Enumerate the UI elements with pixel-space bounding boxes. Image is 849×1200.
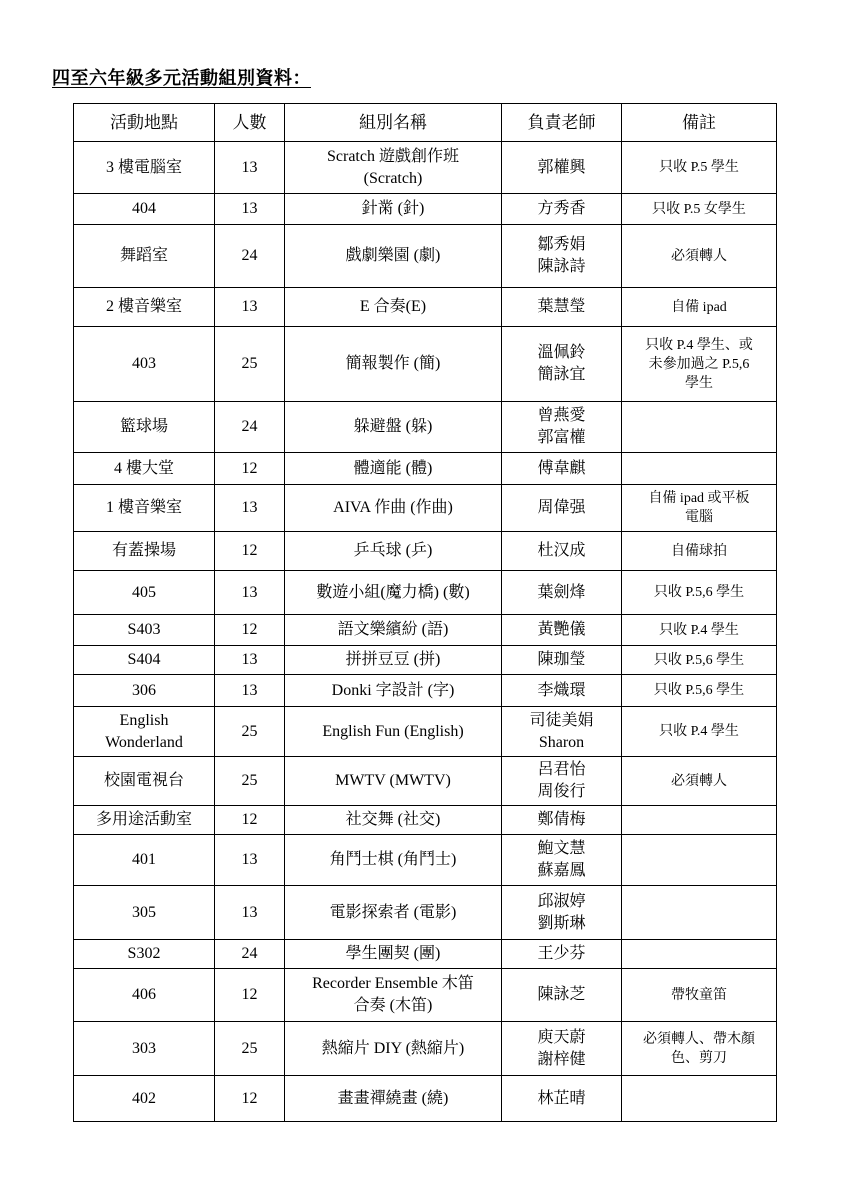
cell-note — [622, 1076, 777, 1122]
cell-note: 只收 P.5 學生 — [622, 142, 777, 194]
table-row — [74, 615, 777, 646]
cell-note: 只收 P.5,6 學生 — [622, 646, 777, 675]
table-row — [74, 835, 777, 886]
cell-count: 25 — [215, 757, 285, 806]
cell-count: 12 — [215, 806, 285, 835]
cell-venue: 4 樓大堂 — [74, 453, 215, 485]
table-row — [74, 940, 777, 969]
page-title: 四至六年級多元活動組別資料： — [52, 68, 311, 89]
table-row — [74, 675, 777, 707]
cell-count: 24 — [215, 402, 285, 453]
cell-note — [622, 940, 777, 969]
table-row — [74, 646, 777, 675]
cell-group: Recorder Ensemble 木笛 合奏 (木笛) — [285, 969, 502, 1022]
cell-group: 語文樂繽紛 (語) — [285, 615, 502, 646]
cell-count: 12 — [215, 615, 285, 646]
cell-note: 帶牧童笛 — [622, 969, 777, 1022]
cell-group: 簡報製作 (簡) — [285, 327, 502, 402]
table-row — [74, 402, 777, 453]
cell-teacher: 林芷晴 — [502, 1076, 622, 1122]
cell-teacher: 鮑文慧 蘇嘉鳳 — [502, 835, 622, 886]
cell-count: 13 — [215, 142, 285, 194]
cell-venue: S404 — [74, 646, 215, 675]
cell-venue: 2 樓音樂室 — [74, 288, 215, 327]
cell-note: 必須轉人 — [622, 757, 777, 806]
cell-group: 畫畫禪繞畫 (繞) — [285, 1076, 502, 1122]
table-row — [74, 532, 777, 571]
cell-venue: 405 — [74, 571, 215, 615]
cell-venue: 306 — [74, 675, 215, 707]
table-row — [74, 571, 777, 615]
cell-venue: 舞蹈室 — [74, 225, 215, 288]
cell-count: 24 — [215, 940, 285, 969]
cell-group: 躲避盤 (躲) — [285, 402, 502, 453]
cell-count: 13 — [215, 288, 285, 327]
cell-venue: S403 — [74, 615, 215, 646]
cell-group: 熱縮片 DIY (熱縮片) — [285, 1022, 502, 1076]
cell-teacher: 王少芬 — [502, 940, 622, 969]
cell-count: 13 — [215, 646, 285, 675]
cell-teacher: 李熾環 — [502, 675, 622, 707]
cell-teacher: 鄭倩梅 — [502, 806, 622, 835]
table-row — [74, 225, 777, 288]
cell-note — [622, 835, 777, 886]
cell-venue: S302 — [74, 940, 215, 969]
cell-group: 數遊小組(魔力橋) (數) — [285, 571, 502, 615]
cell-count: 13 — [215, 835, 285, 886]
cell-group: 社交舞 (社交) — [285, 806, 502, 835]
cell-count: 12 — [215, 969, 285, 1022]
table-body — [74, 142, 777, 1122]
cell-note: 只收 P.4 學生、或 未參加過之 P.5,6 學生 — [622, 327, 777, 402]
cell-note: 自備 ipad 或平板 電腦 — [622, 485, 777, 532]
cell-group: 電影探索者 (電影) — [285, 886, 502, 940]
cell-venue: 籃球場 — [74, 402, 215, 453]
cell-note — [622, 886, 777, 940]
table-row — [74, 142, 777, 194]
cell-venue: 校園電視台 — [74, 757, 215, 806]
cell-group: AIVA 作曲 (作曲) — [285, 485, 502, 532]
cell-note — [622, 453, 777, 485]
table-row — [74, 1076, 777, 1122]
cell-teacher: 周偉强 — [502, 485, 622, 532]
header-note: 備註 — [622, 104, 777, 142]
cell-group: 戲劇樂園 (劇) — [285, 225, 502, 288]
cell-note: 自備球拍 — [622, 532, 777, 571]
cell-count: 12 — [215, 1076, 285, 1122]
cell-teacher: 葉慧瑩 — [502, 288, 622, 327]
cell-teacher: 傅韋麒 — [502, 453, 622, 485]
cell-count: 13 — [215, 485, 285, 532]
cell-group: MWTV (MWTV) — [285, 757, 502, 806]
cell-count: 13 — [215, 886, 285, 940]
cell-group: Donki 字設計 (字) — [285, 675, 502, 707]
cell-group: E 合奏(E) — [285, 288, 502, 327]
cell-group: 角鬥士棋 (角鬥士) — [285, 835, 502, 886]
cell-teacher: 鄒秀娟 陳詠詩 — [502, 225, 622, 288]
cell-note: 只收 P.4 學生 — [622, 615, 777, 646]
cell-teacher: 庾天蔚 謝梓健 — [502, 1022, 622, 1076]
cell-venue: 404 — [74, 194, 215, 225]
cell-teacher: 陳詠芝 — [502, 969, 622, 1022]
cell-venue: 402 — [74, 1076, 215, 1122]
cell-count: 13 — [215, 571, 285, 615]
table-row — [74, 969, 777, 1022]
table-row — [74, 453, 777, 485]
cell-group: 學生團契 (團) — [285, 940, 502, 969]
header-count: 人數 — [215, 104, 285, 142]
cell-teacher: 司徒美娟 Sharon — [502, 707, 622, 757]
cell-note: 必須轉人、帶木顏 色、剪刀 — [622, 1022, 777, 1076]
table-row — [74, 806, 777, 835]
cell-group: Scratch 遊戲創作班 (Scratch) — [285, 142, 502, 194]
cell-note — [622, 806, 777, 835]
header-venue: 活動地點 — [74, 104, 215, 142]
cell-venue: 多用途活動室 — [74, 806, 215, 835]
cell-note: 自備 ipad — [622, 288, 777, 327]
cell-teacher: 曾燕愛 郭富權 — [502, 402, 622, 453]
cell-venue: 1 樓音樂室 — [74, 485, 215, 532]
cell-group: 針黹 (針) — [285, 194, 502, 225]
cell-count: 25 — [215, 327, 285, 402]
cell-venue: English Wonderland — [74, 707, 215, 757]
cell-venue: 403 — [74, 327, 215, 402]
cell-note: 只收 P.5,6 學生 — [622, 675, 777, 707]
cell-count: 25 — [215, 1022, 285, 1076]
cell-group: English Fun (English) — [285, 707, 502, 757]
header-teacher: 負責老師 — [502, 104, 622, 142]
cell-teacher: 陳珈瑩 — [502, 646, 622, 675]
cell-teacher: 方秀香 — [502, 194, 622, 225]
cell-teacher: 杜汉成 — [502, 532, 622, 571]
table-row — [74, 485, 777, 532]
cell-count: 12 — [215, 453, 285, 485]
cell-teacher: 溫佩鈴 簡詠宜 — [502, 327, 622, 402]
cell-venue: 406 — [74, 969, 215, 1022]
cell-count: 13 — [215, 675, 285, 707]
cell-count: 25 — [215, 707, 285, 757]
table-row — [74, 707, 777, 757]
cell-count: 13 — [215, 194, 285, 225]
cell-venue: 303 — [74, 1022, 215, 1076]
table-row — [74, 1022, 777, 1076]
cell-venue: 3 樓電腦室 — [74, 142, 215, 194]
table-row — [74, 757, 777, 806]
table-row — [74, 288, 777, 327]
cell-teacher: 邱淑婷 劉斯琳 — [502, 886, 622, 940]
table-header-row — [74, 104, 777, 142]
cell-teacher: 黃艷儀 — [502, 615, 622, 646]
cell-count: 24 — [215, 225, 285, 288]
cell-teacher: 呂君怡 周俊行 — [502, 757, 622, 806]
cell-note: 必須轉人 — [622, 225, 777, 288]
cell-note — [622, 402, 777, 453]
header-group: 組別名稱 — [285, 104, 502, 142]
cell-group: 乒乓球 (乒) — [285, 532, 502, 571]
cell-teacher: 郭權興 — [502, 142, 622, 194]
cell-venue: 有蓋操場 — [74, 532, 215, 571]
activity-table — [73, 103, 777, 1122]
cell-teacher: 葉劍烽 — [502, 571, 622, 615]
cell-venue: 305 — [74, 886, 215, 940]
table-row — [74, 886, 777, 940]
cell-count: 12 — [215, 532, 285, 571]
cell-note: 只收 P.5 女學生 — [622, 194, 777, 225]
table-row — [74, 194, 777, 225]
table-row — [74, 327, 777, 402]
cell-note: 只收 P.5,6 學生 — [622, 571, 777, 615]
cell-group: 拼拼豆豆 (拼) — [285, 646, 502, 675]
cell-note: 只收 P.4 學生 — [622, 707, 777, 757]
cell-group: 體適能 (體) — [285, 453, 502, 485]
cell-venue: 401 — [74, 835, 215, 886]
